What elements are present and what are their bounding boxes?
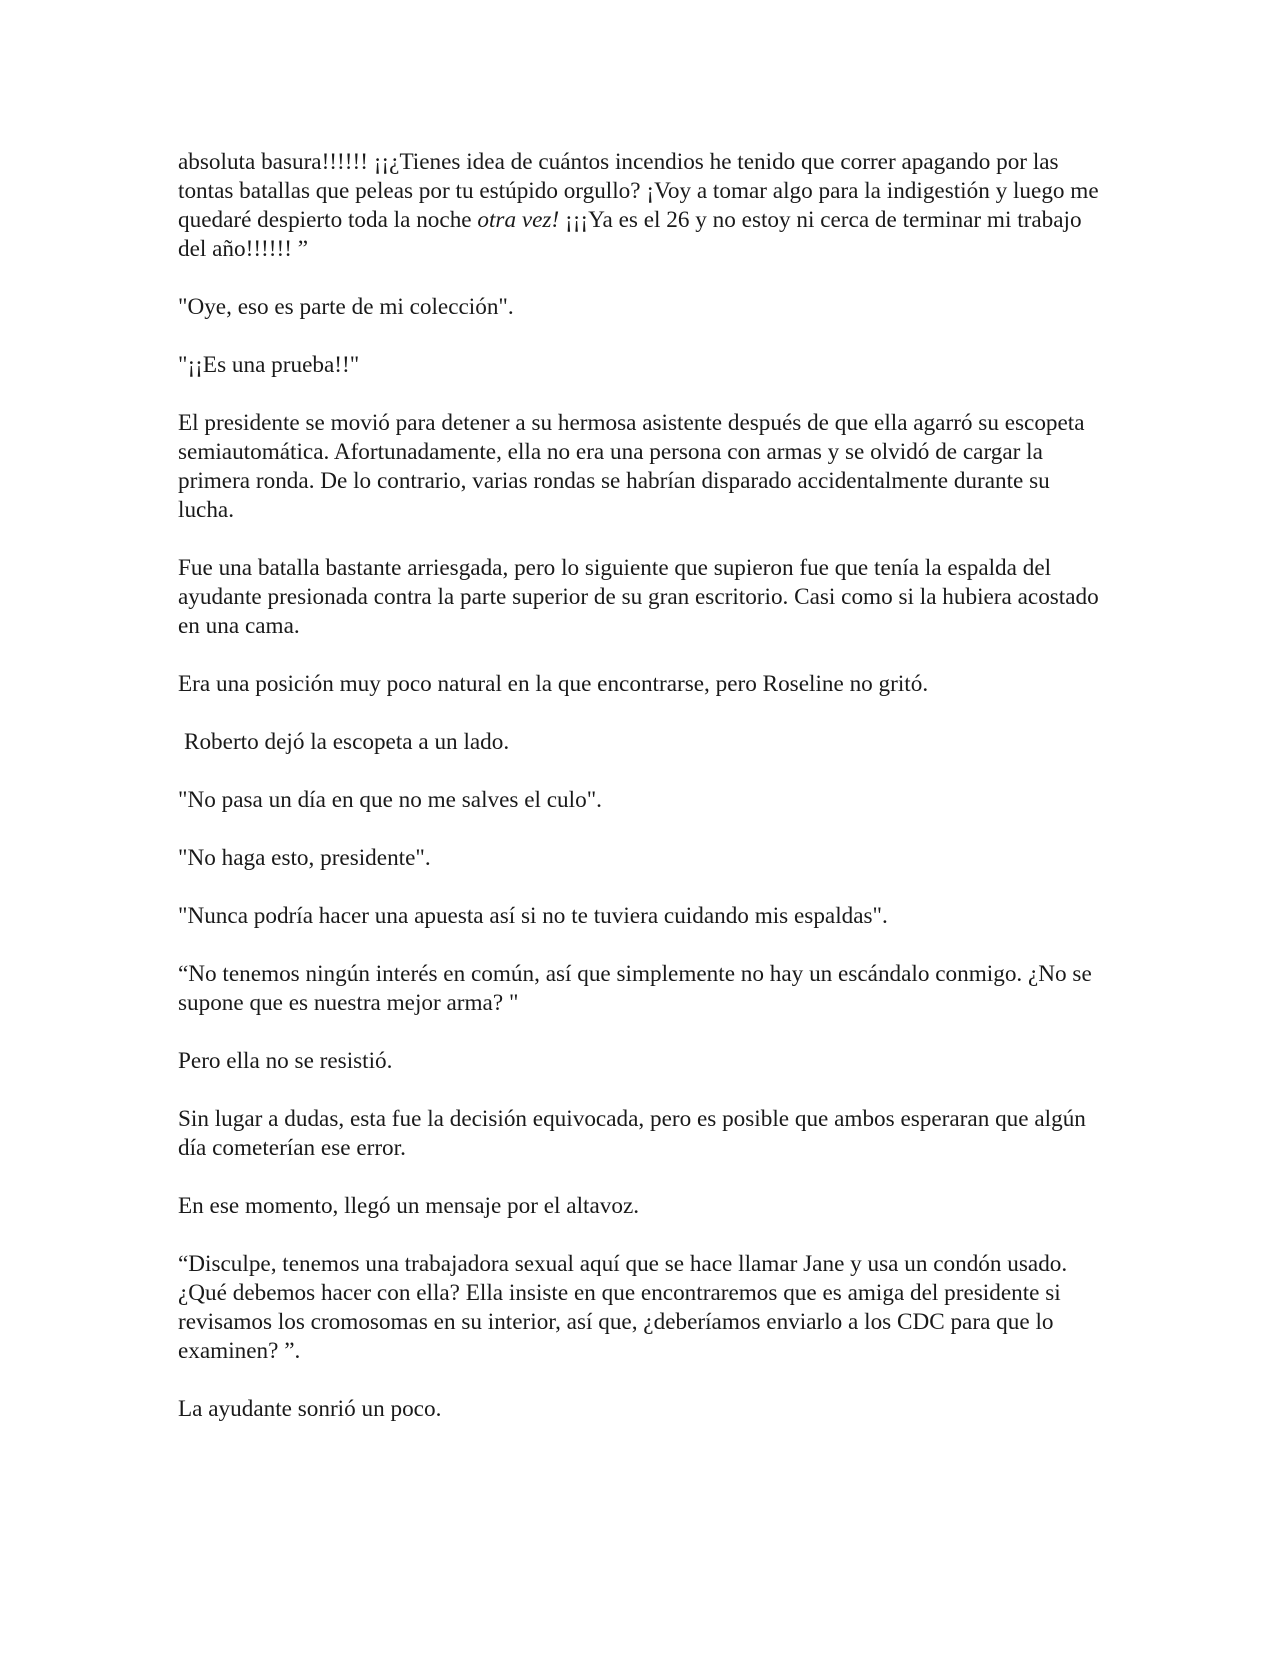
paragraph-5: Fue una batalla bastante arriesgada, pero lo siguiente que supieron fue que tenía la espalda del ayudante presionada contra la parte superior de su gran escritorio. Casi como si la hubiera acostado en una cama. (178, 555, 1099, 639)
paragraph-3: "¡¡Es una prueba!!" (178, 352, 360, 378)
paragraph-1-emphasis: otra vez! (477, 207, 560, 233)
document-page (178, 148, 1103, 1453)
paragraph-2: "Oye, eso es parte de mi colección". (178, 294, 514, 320)
paragraph-12: Pero ella no se resistió. (178, 1048, 393, 1074)
paragraph-10: "Nunca podría hacer una apuesta así si no te tuviera cuidando mis espaldas". (178, 903, 888, 929)
paragraph-7: Roberto dejó la escopeta a un lado. (184, 729, 510, 755)
paragraph-8: "No pasa un día en que no me salves el culo". (178, 787, 602, 813)
paragraph-1-text-a: absoluta basura!!!!!! ¡¡¿Tienes idea de cuántos incendios he tenido que correr apagando por las tontas batallas que peleas por tu estúpido orgullo? ¡Voy a tomar algo para la indigestión y luego me quedaré despierto toda la noche (178, 149, 1099, 233)
paragraph-1 (178, 148, 1103, 264)
paragraph-1-text-b: ¡¡¡Ya es el 26 y no estoy ni cerca de terminar mi trabajo del año!!!!!! ” (178, 207, 1082, 262)
paragraph-11: “No tenemos ningún interés en común, así que simplemente no hay un escándalo conmigo. ¿No se supone que es nuestra mejor arma? " (178, 961, 1092, 1016)
paragraph-9: "No haga esto, presidente". (178, 845, 431, 871)
paragraph-15: “Disculpe, tenemos una trabajadora sexual aquí que se hace llamar Jane y usa un condón usado. ¿Qué debemos hacer con ella? Ella insiste en que encontraremos que es amiga del presidente si revisamos los cromosomas en su interior, así que, ¿deberíamos enviarlo a los CDC para que lo examinen? ”. (178, 1251, 1068, 1364)
paragraph-6: Era una posición muy poco natural en la que encontrarse, pero Roseline no gritó. (178, 671, 929, 697)
paragraph-4: El presidente se movió para detener a su hermosa asistente después de que ella agarró su escopeta semiautomática. Afortunadamente, ella no era una persona con armas y se olvidó de cargar la primera ronda. De lo contrario, varias rondas se habrían disparado accidentalmente durante su lucha. (178, 410, 1085, 523)
paragraph-14: En ese momento, llegó un mensaje por el altavoz. (178, 1193, 640, 1219)
paragraph-16: La ayudante sonrió un poco. (178, 1396, 442, 1422)
paragraph-13: Sin lugar a dudas, esta fue la decisión equivocada, pero es posible que ambos esperaran que algún día cometerían ese error. (178, 1106, 1086, 1161)
